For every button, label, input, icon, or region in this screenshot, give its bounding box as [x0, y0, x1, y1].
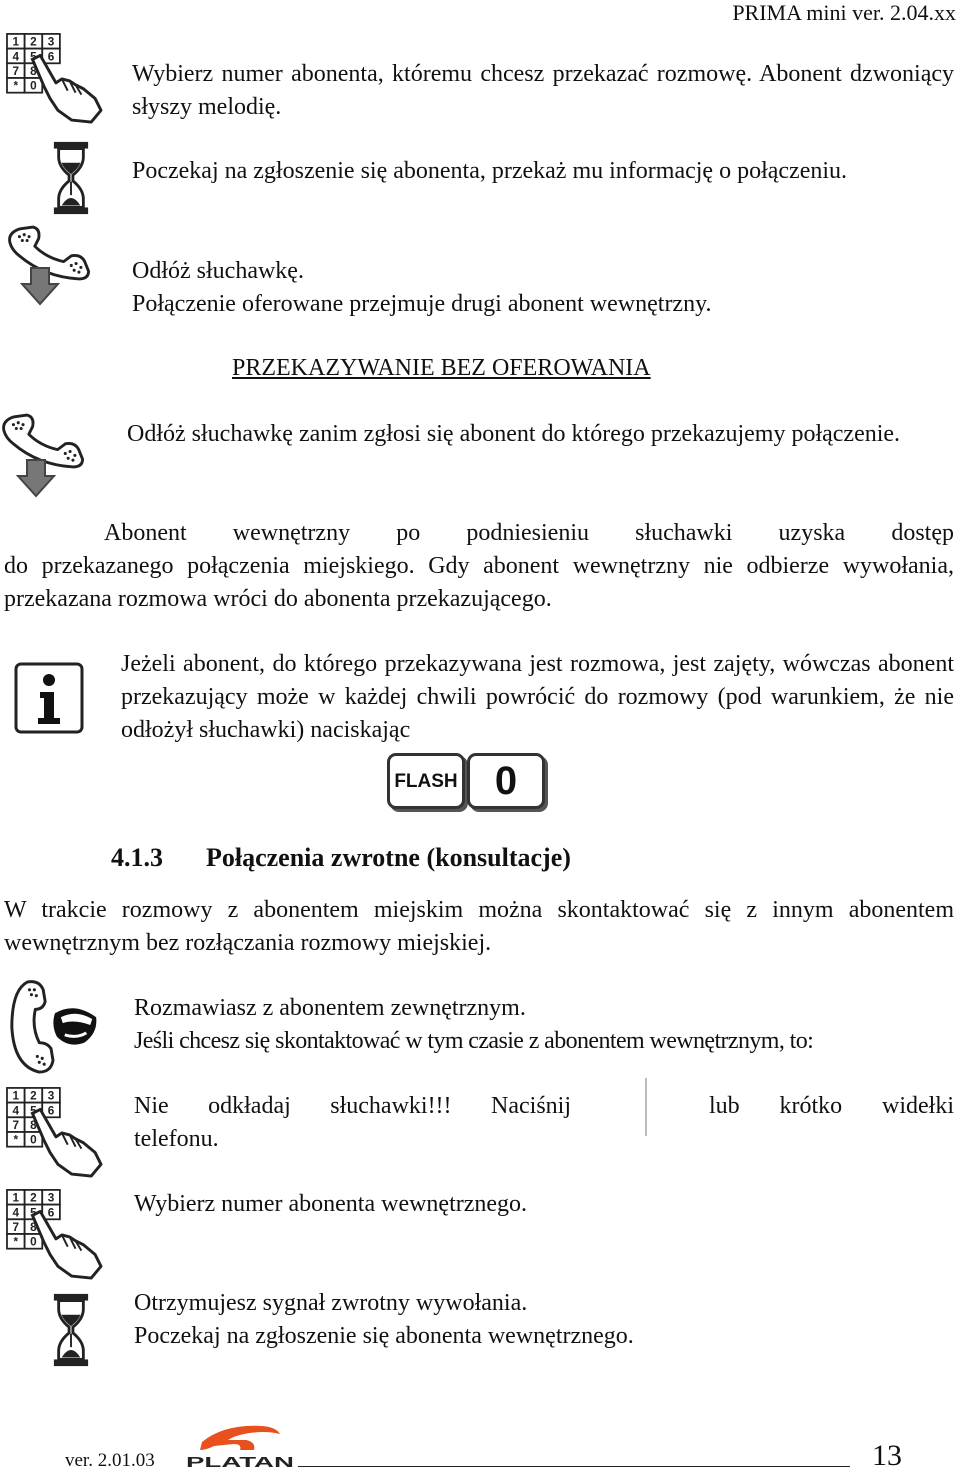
step-hangup-before-answer-text: Odłóż słuchawkę zanim zgłosi się abonent do którego przekazujemy połączenie.	[127, 421, 901, 447]
step-dont-hangup-part-b: lub krótko widełki	[709, 1093, 954, 1119]
keypad-hand-icon	[5, 30, 103, 124]
hourglass-icon	[50, 140, 92, 216]
step-dial-internal-text: Wybierz numer abonenta wewnętrznego.	[134, 1191, 528, 1217]
step-ringback-line1: Otrzymujesz sygnał zwrotny wywołania.	[134, 1290, 528, 1316]
step-hangup-line1: Odłóż słuchawkę.	[132, 258, 304, 284]
flash-key-placeholder	[645, 1078, 647, 1136]
paragraph-rest: do przekazanego połączenia miejskiego. Gdy abonent wewnętrzny nie odbierze wywołania, przekazana rozmowa wróci do abonenta przekazującego.	[4, 553, 954, 612]
footer-version: ver. 2.01.03	[65, 1450, 155, 1471]
step-hangup-line2: Połączenie oferowane przejmuje drugi abonent wewnętrzny.	[132, 291, 712, 317]
keypad-hand-icon	[5, 1084, 103, 1178]
step-ringback-line2: Poczekaj na zgłoszenie się abonenta wewnętrznego.	[134, 1323, 634, 1349]
page-number: 13	[872, 1439, 902, 1472]
step-talking-line2: Jeśli chcesz się skontaktować w tym czasie z abonentem wewnętrznym, to:	[134, 1028, 814, 1054]
step-dial-number-text: Wybierz numer abonenta, któremu chcesz przekazać rozmowę. Abonent dzwoniący słyszy melodię.	[132, 61, 954, 120]
platan-logo-text: PLATAN	[186, 1454, 294, 1471]
document-version-header: PRIMA mini ver. 2.04.xx	[732, 0, 956, 25]
arrow-down-icon	[20, 266, 60, 306]
zero-key-icon: 0	[467, 753, 545, 809]
section-title-no-offer: PRZEKAZYWANIE BEZ OFEROWANIA	[232, 355, 651, 381]
section-title: Połączenia zwrotne (konsultacje)	[206, 843, 571, 872]
arrow-down-icon	[16, 458, 56, 498]
hourglass-icon	[50, 1292, 92, 1368]
section-intro-text: W trakcie rozmowy z abonentem miejskim można skontaktować się z innym abonentem wewnętrznym bez rozłączania rozmowy miejskiej.	[4, 897, 954, 956]
info-icon	[14, 662, 84, 734]
platan-logo	[184, 1420, 296, 1472]
handset-talking-icon	[4, 978, 102, 1076]
step-dont-hangup-line2: telefonu.	[134, 1126, 219, 1152]
info-text: Jeżeli abonent, do którego przekazywana jest rozmowa, jest zajęty, wówczas abonent przekazujący może w każdej chwili powrócić do rozmowy (pod warunkiem, że nie odłożył słuchawki) naciskając	[121, 651, 954, 743]
step-dont-hangup-part-a: Nie odkładaj słuchawki!!! Naciśnij	[134, 1093, 571, 1119]
footer-rule	[298, 1466, 850, 1467]
paragraph-first-line: Abonent wewnętrzny po podniesieniu słuchawki uzyska dostęp	[104, 520, 954, 546]
flash-key-icon: FLASH	[387, 753, 465, 809]
section-number: 4.1.3	[111, 843, 163, 872]
keypad-hand-icon	[5, 1186, 103, 1280]
step-talking-line1: Rozmawiasz z abonentem zewnętrznym.	[134, 995, 526, 1021]
step-wait-text: Poczekaj na zgłoszenie się abonenta, przekaż mu informację o połączeniu.	[132, 158, 848, 184]
